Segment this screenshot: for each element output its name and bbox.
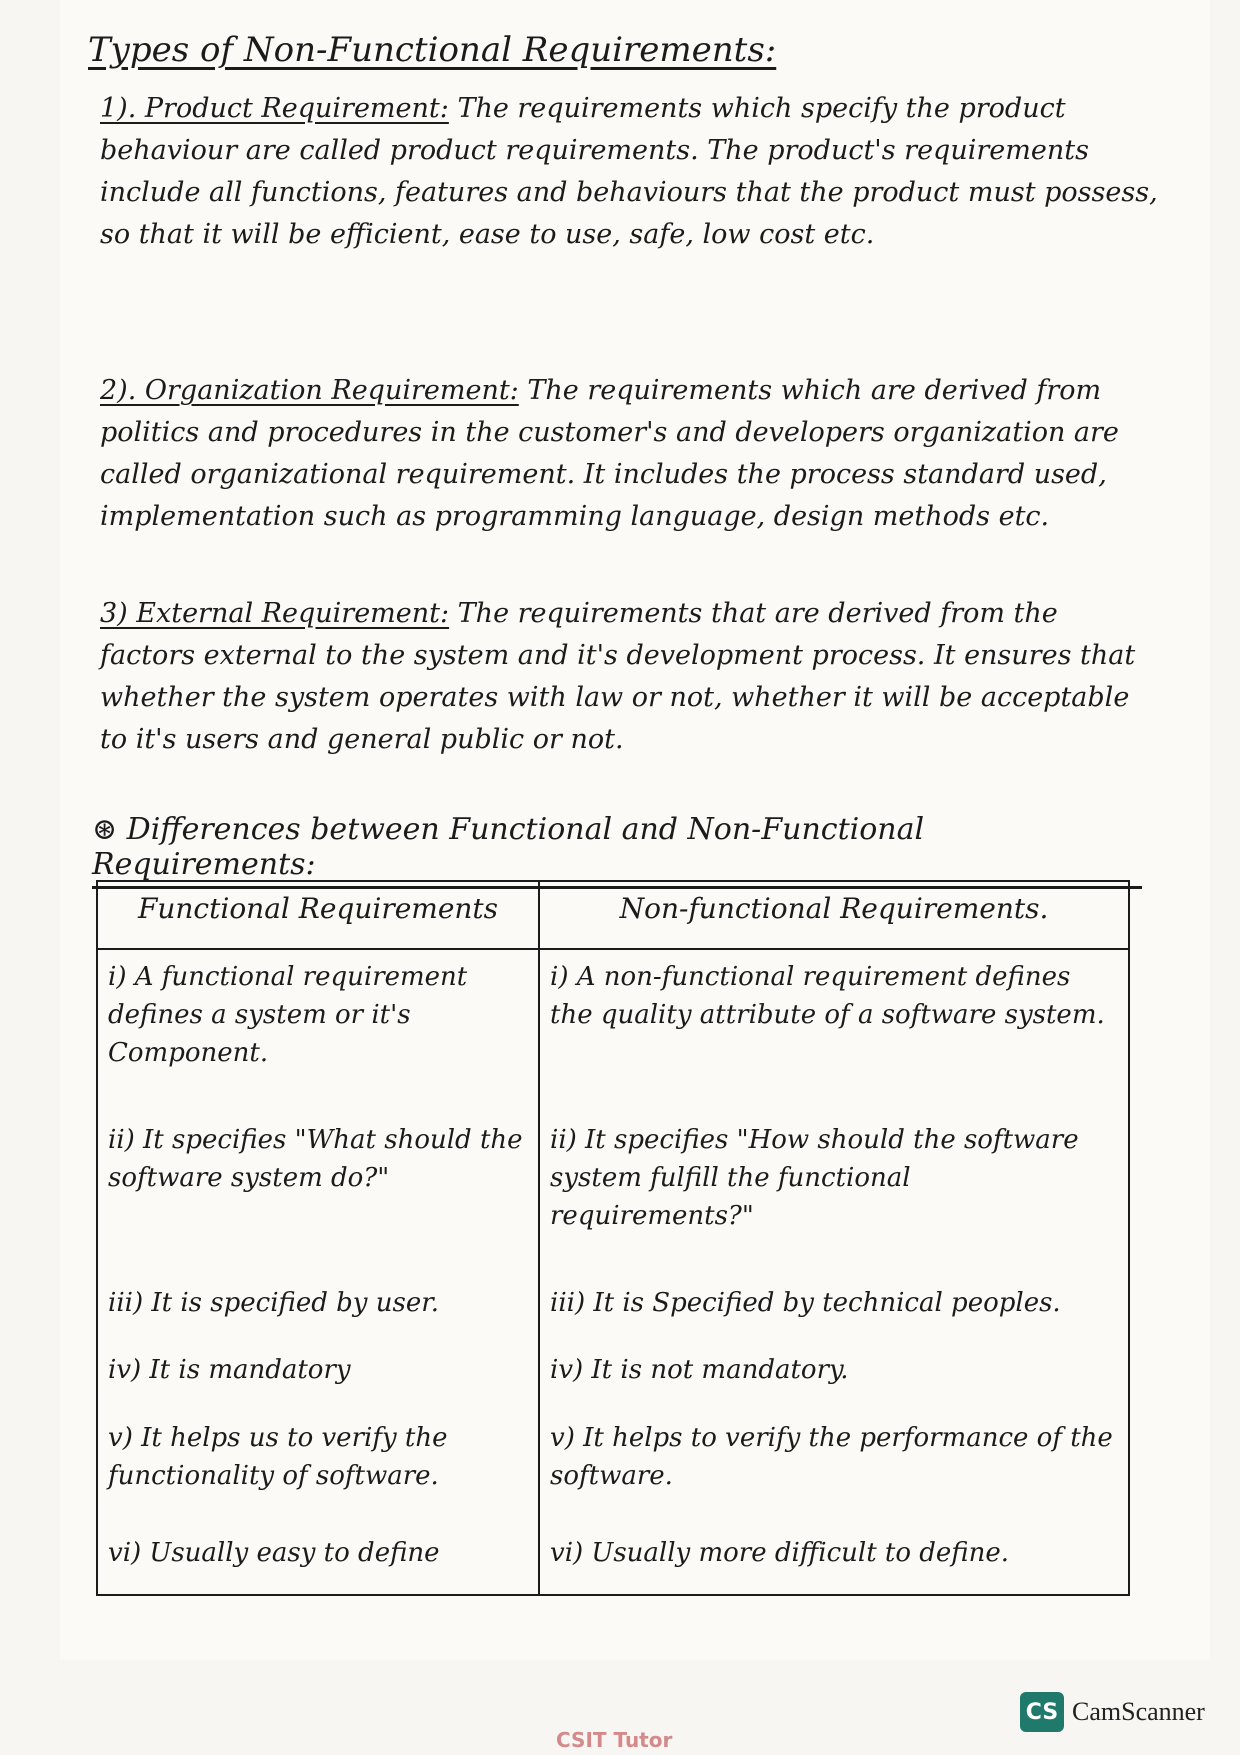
section-product-requirement [100, 88, 1160, 256]
watermark: CSIT Tutor [556, 1728, 673, 1752]
table-row [97, 1343, 1129, 1411]
section-heading: 3) External Requirement: [100, 598, 450, 629]
table-row [97, 1526, 1129, 1595]
table-cell: v) It helps us to verify the functionality of software. [97, 1411, 539, 1526]
table-row [97, 949, 1129, 1113]
table-cell: iii) It is Specified by technical peoples. [539, 1276, 1129, 1344]
table-cell: i) A functional requirement defines a system or it's Component. [97, 949, 539, 1113]
table-row [97, 1113, 1129, 1276]
camscanner-logo [1020, 1692, 1205, 1732]
differences-heading: ⊛ Differences between Functional and Non-Functional Requirements: [92, 812, 1142, 889]
table-cell: vi) Usually easy to define [97, 1526, 539, 1595]
table-row [97, 1411, 1129, 1526]
differences-table [96, 880, 1130, 1596]
table-cell: iii) It is specified by user. [97, 1276, 539, 1344]
table-cell: v) It helps to verify the performance of the software. [539, 1411, 1129, 1526]
table-cell: iv) It is not mandatory. [539, 1343, 1129, 1411]
camscanner-name: CamScanner [1072, 1697, 1205, 1726]
page-title: Types of Non-Functional Requirements: [88, 30, 777, 70]
table-cell: ii) It specifies "How should the software system fulfill the functional requirements?" [539, 1113, 1129, 1276]
section-body: The requirements that are derived from the factors external to the system and it's development process. It ensures that whether the system operates with law or not, whether it will be acceptable to it's users and general public or not. [100, 598, 1136, 755]
table-cell: i) A non-functional requirement defines the quality attribute of a software system. [539, 949, 1129, 1113]
column-header-non-functional: Non-functional Requirements. [539, 881, 1129, 949]
table-header-row [97, 881, 1129, 949]
section-organization-requirement [100, 370, 1160, 538]
section-body: The requirements which specify the product behaviour are called product requirements. The product's requirements include all functions, features and behaviours that the product must possess, so that it will be efficient, ease to use, safe, low cost etc. [100, 93, 1158, 250]
section-body: The requirements which are derived from politics and procedures in the customer's and developers organization are called organizational requirement. It includes the process standard used, implementation such as programming language, design methods etc. [100, 375, 1119, 532]
table-cell: vi) Usually more difficult to define. [539, 1526, 1129, 1595]
camscanner-badge-icon: CS [1020, 1692, 1064, 1732]
column-header-functional: Functional Requirements [97, 881, 539, 949]
section-heading: 2). Organization Requirement: [100, 375, 519, 406]
section-heading: 1). Product Requirement: [100, 93, 449, 124]
table-row [97, 1276, 1129, 1344]
table-cell: ii) It specifies "What should the software system do?" [97, 1113, 539, 1276]
table-cell: iv) It is mandatory [97, 1343, 539, 1411]
section-external-requirement [100, 593, 1160, 761]
